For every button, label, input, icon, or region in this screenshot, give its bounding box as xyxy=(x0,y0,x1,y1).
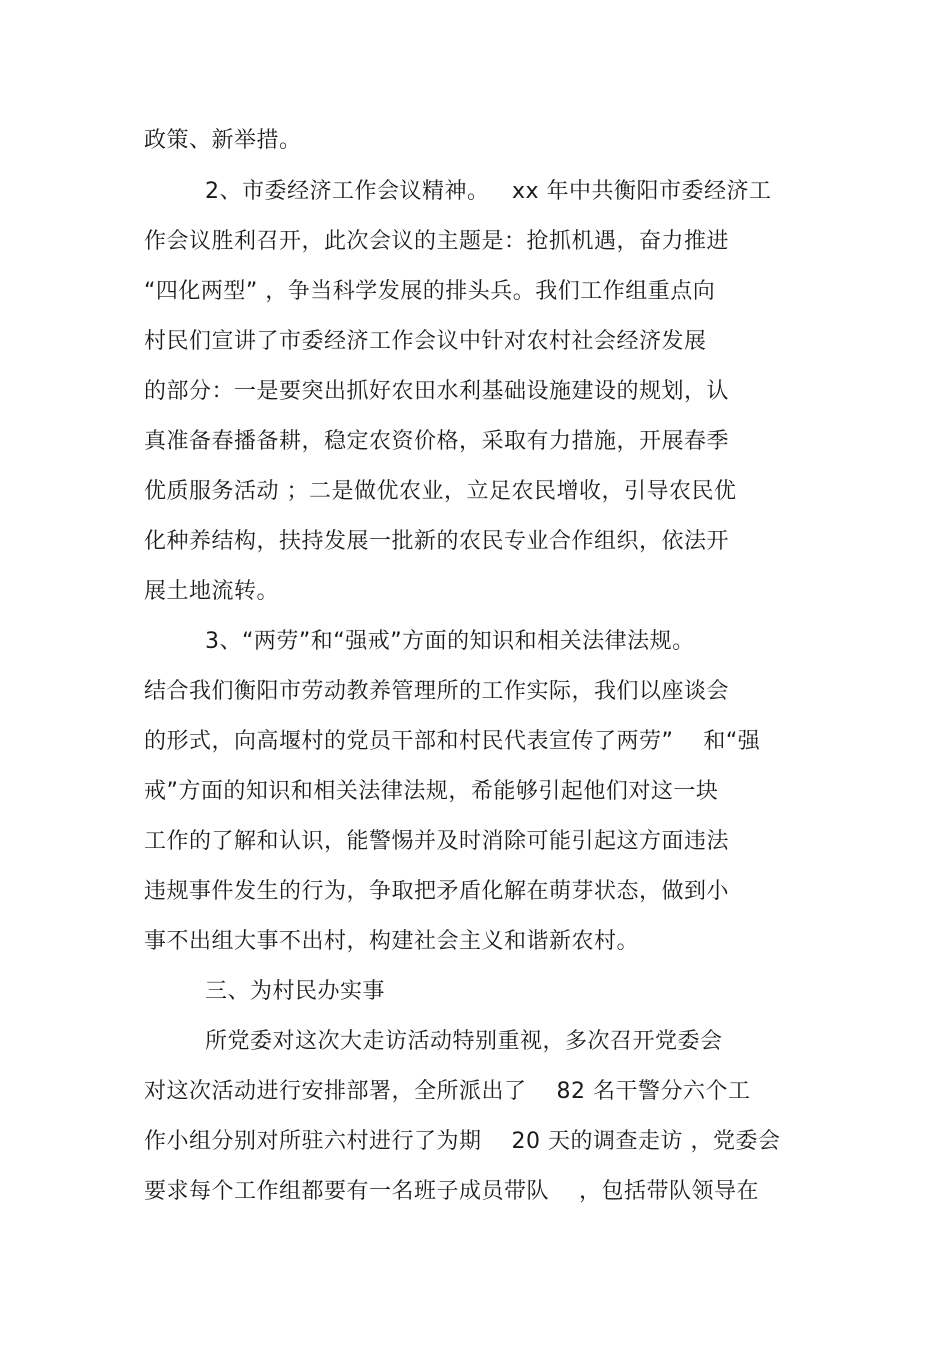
text-line: 工作的了解和认识，能警惕并及时消除可能引起这方面违法 xyxy=(144,829,730,854)
text-line: 村民们宣讲了市委经济工作会议中针对农村社会经济发展 xyxy=(144,329,707,354)
text-line: 2、市委经济工作会议精神。 xx 年中共衡阳市委经济工 xyxy=(205,179,772,204)
text-line: 结合我们衡阳市劳动教养管理所的工作实际，我们以座谈会 xyxy=(144,679,730,704)
text-line: 对这次活动进行安排部署，全所派出了 82 名干警分六个工 xyxy=(144,1079,751,1104)
text-line: 事不出组大事不出村，构建社会主义和谐新农村。 xyxy=(144,929,640,954)
text-line: 作会议胜利召开，此次会议的主题是：抢抓机遇，奋力推进 xyxy=(144,229,730,254)
text-line: 3、“两劳”和“强戒”方面的知识和相关法律法规。 xyxy=(205,629,695,654)
text-line: 所党委对这次大走访活动特别重视，多次召开党委会 xyxy=(205,1029,723,1054)
text-line: 要求每个工作组都要有一名班子成员带队 ，包括带队领导在 xyxy=(144,1179,759,1204)
text-line: 的形式，向高堰村的党员干部和村民代表宣传了两劳” 和“强 xyxy=(144,729,761,754)
text-line: 政策、新举措。 xyxy=(144,128,302,153)
text-line: 化种养结构，扶持发展一批新的农民专业合作组织，依法开 xyxy=(144,529,730,554)
text-line: 优质服务活动 ；二是做优农业，立足农民增收，引导农民优 xyxy=(144,479,737,504)
text-line: 作小组分别对所驻六村进行了为期 20 天的调查走访 ，党委会 xyxy=(144,1129,781,1154)
text-line: 真准备春播备耕，稳定农资价格，采取有力措施，开展春季 xyxy=(144,429,730,454)
section-heading: 三、为村民办实事 xyxy=(205,979,386,1004)
text-line: “四化两型” ，争当科学发展的排头兵。我们工作组重点向 xyxy=(144,279,716,304)
text-line: 戒”方面的知识和相关法律法规，希能够引起他们对这一块 xyxy=(144,779,719,804)
text-line: 违规事件发生的行为，争取把矛盾化解在萌芽状态，做到小 xyxy=(144,879,730,904)
text-line: 展土地流转。 xyxy=(144,579,280,604)
text-line: 的部分：一是要突出抓好农田水利基础设施建设的规划，认 xyxy=(144,379,730,404)
